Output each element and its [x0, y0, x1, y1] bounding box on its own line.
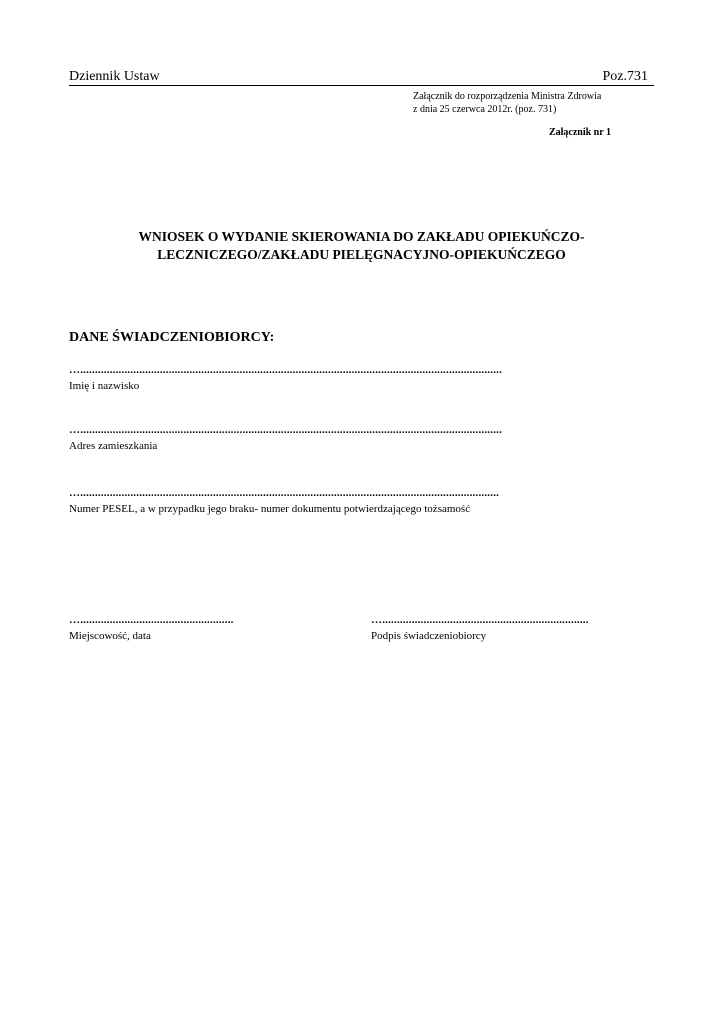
signature-field-label: Podpis świadczeniobiorcy: [371, 630, 487, 642]
place-date-field-label: Miejscowość, data: [69, 630, 151, 642]
name-field-dots[interactable]: …...............................................................................................................................................: [69, 364, 503, 376]
document-title: [69, 228, 654, 264]
section-heading: DANE ŚWIADCZENIOBIORCY:: [69, 330, 275, 345]
name-field-label: Imię i nazwisko: [69, 380, 140, 392]
address-field-label: Adres zamieszkania: [69, 440, 158, 452]
header-rule: [69, 85, 654, 86]
title-line2: LECZNICZEGO/ZAKŁADU PIELĘGNACYJNO-OPIEKUŃCZEGO: [157, 247, 566, 262]
pesel-field-dots[interactable]: …..............................................................................................................................................: [69, 487, 500, 499]
signature-field-dots[interactable]: …......................................................................: [371, 614, 589, 626]
annex-note: [413, 90, 601, 116]
address-field-dots[interactable]: …...............................................................................................................................................: [69, 424, 503, 436]
annex-note-line1: Załącznik do rozporządzenia Ministra Zdrowia: [413, 91, 602, 102]
place-date-field-dots[interactable]: …....................................................: [69, 614, 234, 626]
pesel-field-label: Numer PESEL, a w przypadku jego braku- numer dokumentu potwierdzającego tożsamość: [69, 503, 471, 515]
header-journal: Dziennik Ustaw: [69, 69, 160, 84]
annex-note-line2: z dnia 25 czerwca 2012r. (poz. 731): [413, 104, 557, 115]
header-position: Poz.731: [602, 69, 648, 84]
annex-number: Załącznik nr 1: [548, 127, 611, 138]
title-line1: WNIOSEK O WYDANIE SKIEROWANIA DO ZAKŁADU OPIEKUŃCZO-: [138, 229, 585, 244]
